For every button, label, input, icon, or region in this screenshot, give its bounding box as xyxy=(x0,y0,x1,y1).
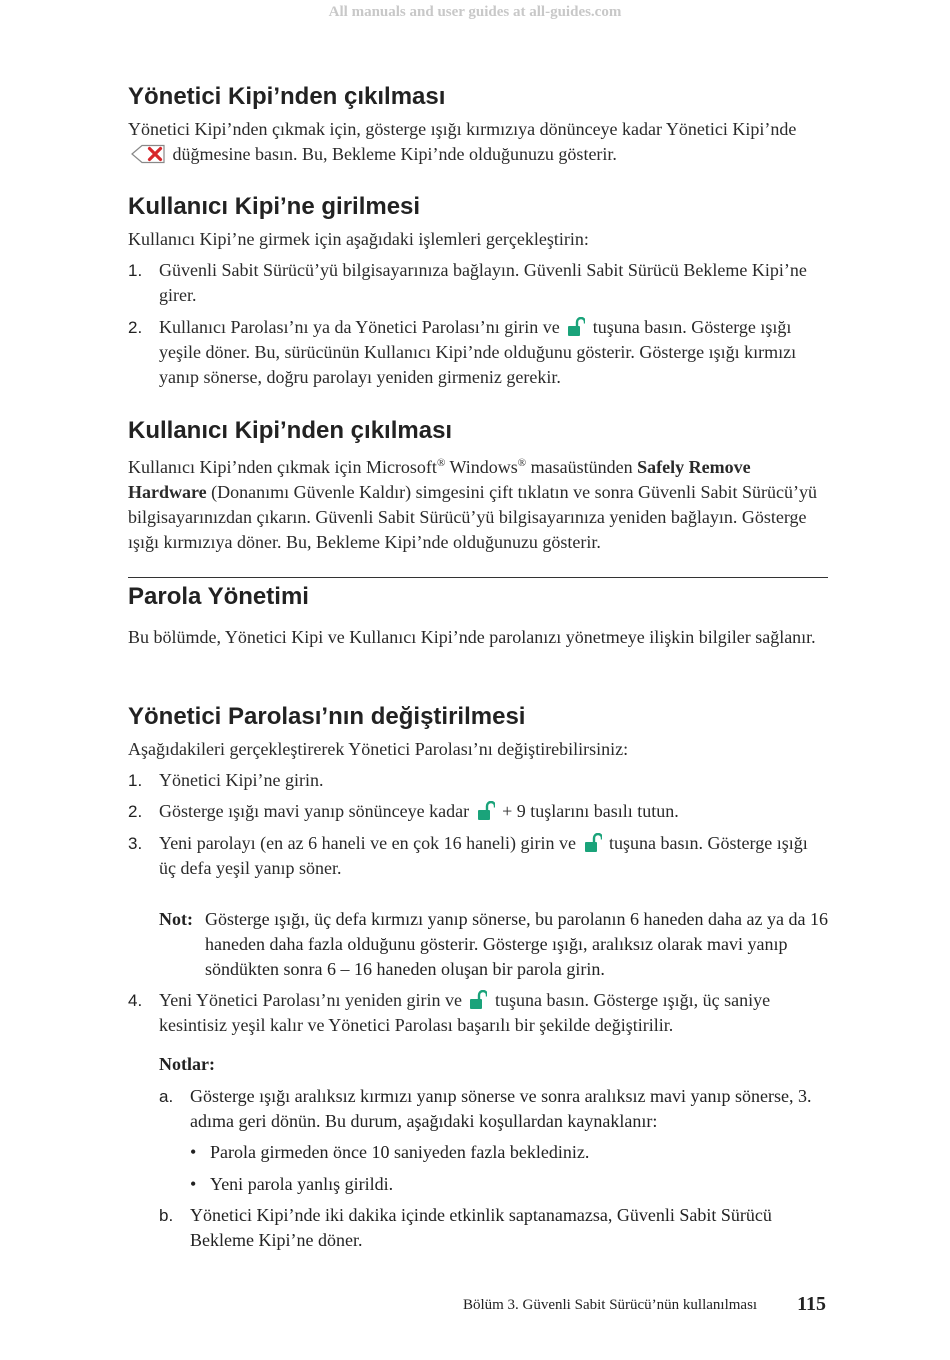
section-title: Kullanıcı Kipi’ne girilmesi xyxy=(128,193,421,220)
bullet-text: Yeni parola yanlış girildi. xyxy=(210,1174,394,1194)
item-text xyxy=(159,315,828,390)
text: Yeni Yönetici Parolası’nı yeniden girin ve xyxy=(159,990,462,1010)
item-text: Gösterge ışığı aralıksız kırmızı yanıp sönerse ve sonra aralıksız mavi yanıp sönerse, 3. adıma geri dönün. Bu durum, aşağıdaki koşullardan kaynaklanır: xyxy=(190,1086,812,1131)
item-text xyxy=(159,799,828,824)
item-number: 2. xyxy=(128,318,143,337)
watermark: All manuals and user guides at all-guides.com xyxy=(328,4,622,20)
text: düğmesine basın. Bu, Bekleme Kipi’nde olduğunuzu gösterir. xyxy=(172,144,617,164)
cancel-x-icon xyxy=(130,144,166,164)
section-password-management xyxy=(128,582,828,650)
bold-term: Safely Remove Hardware xyxy=(128,457,751,502)
notes-heading: Notlar: xyxy=(159,1054,215,1074)
page-number: 115 xyxy=(797,1293,826,1315)
text: tuşuna basın. Gösterge ışığı yeşile döner. Bu, sürücünün Kullanıcı Kipi’nde olduğunu gösterir. Gösterge ışığı kırmızı yanıp sönerse, doğru parolayı yeniden girmeniz gerekir. xyxy=(159,317,797,387)
item-number: 3. xyxy=(128,834,143,853)
text: Yönetici Kipi’nden çıkmak için, gösterge ışığı kırmızıya dönünceye kadar Yönetici Kipi’nde xyxy=(128,119,797,139)
section-change-admin-password xyxy=(128,702,828,762)
paragraph xyxy=(128,451,828,555)
section-title: Yönetici Kipi’nden çıkılması xyxy=(128,83,446,110)
text: tuşuna basın. Gösterge ışığı üç defa yeşil yanıp söner. xyxy=(159,833,808,878)
item-text: Yönetici Kipi’nde iki dakika içinde etkinlik saptanamazsa, Güvenli Sabit Sürücü Bekleme Kipi’ne döner. xyxy=(190,1205,772,1250)
item-text xyxy=(159,831,828,881)
section-title: Yönetici Parolası’nın değiştirilmesi xyxy=(128,703,526,730)
section-divider xyxy=(128,577,828,578)
text: Gösterge ışığı mavi yanıp sönünceye kadar xyxy=(159,801,470,821)
text: (Donanımı Güvenle Kaldır) simgesini çift tıklatın ve sonra Güvenli Sabit Sürücü’yü bilgisayarınızdan çıkarın. Güvenli Sabit Sürücü’yü bilgisayarınıza yeniden bağlayın. Gösterge ışığı kırmızıya döner. Bu, Bekleme Kipi’nde olduğunuzu gösterir. xyxy=(128,482,818,552)
section-title: Parola Yönetimi xyxy=(128,583,309,610)
item-number: 1. xyxy=(128,261,143,280)
item-letter: a. xyxy=(159,1087,174,1106)
chapter-title: Bölüm 3. Güvenli Sabit Sürücü’nün kullanılması xyxy=(462,1297,758,1313)
text: + 9 tuşlarını basılı tutun. xyxy=(502,801,679,821)
unlock-icon xyxy=(477,801,495,821)
item-text: Yönetici Kipi’ne girin. xyxy=(159,770,324,790)
item-number: 1. xyxy=(128,771,143,790)
section-exit-admin-mode xyxy=(128,82,828,167)
bullet-icon: • xyxy=(190,1142,197,1162)
item-letter: b. xyxy=(159,1206,174,1225)
item-number: 4. xyxy=(128,991,143,1010)
registered-mark: ® xyxy=(517,457,527,469)
item-text: Güvenli Sabit Sürücü’yü bilgisayarınıza bağlayın. Güvenli Sabit Sürücü Bekleme Kipi’ne girer. xyxy=(159,260,807,305)
intro-text: Kullanıcı Kipi’ne girmek için aşağıdaki işlemleri gerçekleştirin: xyxy=(128,229,589,249)
paragraph: Bu bölümde, Yönetici Kipi ve Kullanıcı Kipi’nde parolanızı yönetmeye ilişkin bilgiler sağlanır. xyxy=(128,627,816,647)
registered-mark: ® xyxy=(436,457,446,469)
text: tuşuna basın. Gösterge ışığı, üç saniye kesintisiz yeşil kalır ve Yönetici Parolası başarılı bir şekilde değiştirilir. xyxy=(159,990,771,1035)
section-enter-user-mode xyxy=(128,192,828,252)
bullet-icon: • xyxy=(190,1174,197,1194)
intro-text: Aşağıdakileri gerçekleştirerek Yönetici Parolası’nı değiştirebilirsiniz: xyxy=(128,739,629,759)
item-text xyxy=(159,988,828,1038)
section-exit-user-mode xyxy=(128,416,828,555)
note-text: Gösterge ışığı, üç defa kırmızı yanıp sönerse, bu parolanın 6 haneden daha az ya da 16 haneden daha fazla olduğunu gösterir. Gösterge ışığı, aralıksız olarak mavi yanıp söndükten sonra 6 – 16 haneden oluşan bir parola girin. xyxy=(205,909,828,979)
unlock-icon xyxy=(567,317,585,337)
page-footer xyxy=(0,1292,826,1317)
text: Windows xyxy=(445,457,518,477)
section-title: Kullanıcı Kipi’nden çıkılması xyxy=(128,417,453,444)
text: Yeni parolayı (en az 6 haneli ve en çok 16 haneli) girin ve xyxy=(159,833,577,853)
unlock-icon xyxy=(469,990,487,1010)
note-label: Not: xyxy=(159,909,193,929)
text: masaüstünden xyxy=(526,457,638,477)
bullet-text: Parola girmeden önce 10 saniyeden fazla beklediniz. xyxy=(210,1142,590,1162)
text: Kullanıcı Kipi’nden çıkmak için Microsoft xyxy=(128,457,437,477)
text: Kullanıcı Parolası’nı ya da Yönetici Parolası’nı girin ve xyxy=(159,317,560,337)
item-number: 2. xyxy=(128,802,143,821)
unlock-icon xyxy=(584,833,602,853)
paragraph xyxy=(128,117,828,167)
